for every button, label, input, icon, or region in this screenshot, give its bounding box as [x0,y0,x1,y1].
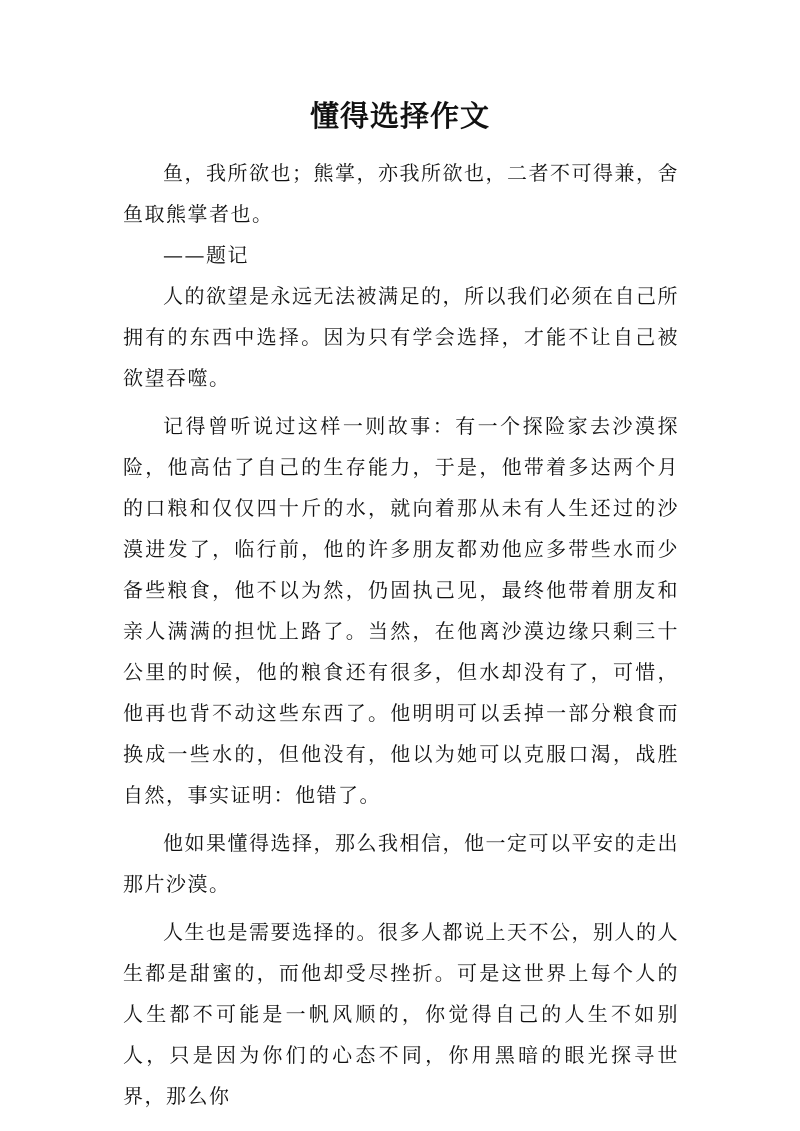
body-paragraph: 他如果懂得选择，那么我相信，他一定可以平安的走出那片沙漠。 [123,831,679,896]
epigraph-paragraph: 鱼，我所欲也；熊掌，亦我所欲也，二者不可得兼，舍鱼取熊掌者也。 [123,161,679,226]
document-title: 懂得选择作文 [309,99,490,133]
body-paragraph: 人生也是需要选择的。很多人都说上天不公，别人的人生都是甜蜜的，而他却受尽挫折。可是这世界上每个人的人生都不可能是一帆风顺的，你觉得自己的人生不如别人，只是因为你们的心态不同，你用黑暗的眼光探寻世界，那么你 [123,920,679,1108]
body-paragraph: 人的欲望是永远无法被满足的，所以我们必须在自己所拥有的东西中选择。因为只有学会选择，才能不让自己被欲望吞噬。 [123,284,679,390]
document-body [123,153,679,1124]
epigraph-attribution: ——题记 [163,243,249,267]
body-paragraph: 记得曾听说过这样一则故事：有一个探险家去沙漠探险，他高估了自己的生存能力，于是，他带着多达两个月的口粮和仅仅四十斤的水，就向着那从未有人生还过的沙漠进发了，临行前，他的许多朋友都劝他应多带些水而少备些粮食，他不以为然，仍固执己见，最终他带着朋友和亲人满满的担忧上路了。当然，在他离沙漠边缘只剩三十公里的时候，他的粮食还有很多，但水却没有了，可惜，他再也背不动这些东西了。他明明可以丢掉一部分粮食而换成一些水的，但他没有，他以为她可以克服口渴，战胜自然，事实证明：他错了。 [123,414,679,807]
